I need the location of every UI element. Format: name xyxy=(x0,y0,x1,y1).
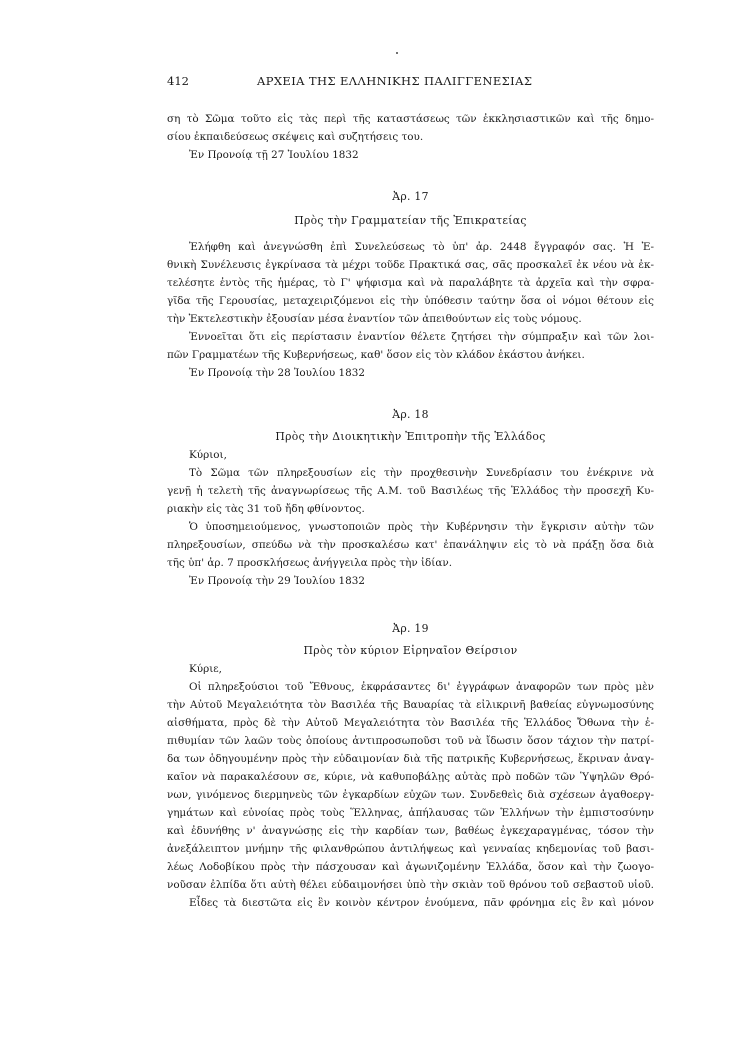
paragraph-line: ριακὴν εἰς τὰς 31 τοῦ ἤδη φθίνοντος. xyxy=(167,503,365,515)
page-mark xyxy=(396,52,398,54)
paragraph-line: Οἱ πληρεξούσιοι τοῦ Ἔθνους, ἐκφράσαντες δι' ἐγγράφων ἀναφορῶν των πρὸς μὲν xyxy=(189,681,654,693)
running-header xyxy=(167,73,652,89)
document-number: Ἀρ. 18 xyxy=(392,408,429,421)
paragraph-line: πῶν Γραμματέων τῆς Κυβερνήσεως, καθ' ὅσον εἰς τὸν κλάδον ἑκάστου ἀνήκει. xyxy=(167,349,585,361)
paragraph-line: καῖον νὰ παρακαλέσουν σε, κύριε, νὰ καθυποβάλῃς αὐτὰς πρὸ ποδῶν τῶν Ὑψηλῶν Θρό- xyxy=(167,771,654,783)
paragraph-line: νων, γινόμενος διερμηνεὺς τῶν ἐγκαρδίων εὐχῶν των. Συνδεθεὶς διὰ σχέσεων ἀγαθοεργ- xyxy=(167,789,654,801)
body-text xyxy=(167,110,654,912)
paragraph-line: γημάτων καὶ εὐνοίας πρὸς τοὺς Ἕλληνας, ἀπήλαυσας τῶν Ἑλλήνων τὴν ἐμπιστοσύνην xyxy=(167,807,654,819)
salutation: Κύριοι, xyxy=(189,449,227,461)
paragraph-line: Ἐλήφθη καὶ ἀνεγνώσθη ἐπὶ Συνελεύσεως τὸ ὑπ' ἀρ. 2448 ἔγγραφόν σας. Ἡ Ἐ- xyxy=(189,241,654,253)
paragraph-line: γῖδα τῆς Γερουσίας, μεταχειριζόμενοι εἰς τὴν ὑπόθεσιν ταύτην ὅσα οἱ νόμοι θέτουν εἰς xyxy=(167,295,654,307)
paragraph-line: πιθυμίαν τῶν λαῶν τοὺς ὁποίους ἀντιπροσωποῦσι τοῦ νὰ ἴδωσιν ὅσον τάχιον τὴν πατρί- xyxy=(167,735,654,747)
salutation: Κύριε, xyxy=(189,663,222,675)
paragraph-line: Τὸ Σῶμα τῶν πληρεξουσίων εἰς τὴν προχθεσινὴν Συνεδρίασιν του ἐνέκρινε νὰ xyxy=(189,467,654,479)
paragraph-line: τὴν Αὐτοῦ Μεγαλειότητα τὸν Βασιλέα τῆς Βαυαρίας τὰ εἰλικρινῆ βαθείας εὐγνωμοσύνης xyxy=(167,699,654,711)
paragraph-line: λέως Λοδοβίκου πρὸς τὴν πάσχουσαν καὶ ἀγωνιζομένην Ἑλλάδα, ὅσον καὶ τὴν ζωογο- xyxy=(167,861,654,873)
date-line: Ἐν Προνοίᾳ τὴν 29 Ἰουλίου 1832 xyxy=(189,575,365,587)
document-title: Πρὸς τὸν κύριον Εἰρηναῖον Θείρσιον xyxy=(303,644,518,657)
paragraph-line: θνικὴ Συνέλευσις ἐγκρίνασα τὰ μέχρι τοῦδε Πρακτικά σας, σᾶς προσκαλεῖ ἐκ νέου νὰ ἐκ- xyxy=(167,259,654,271)
paragraph-line: τῆς ὑπ' ἀρ. 7 προσκλήσεως ἀνήγγειλα πρὸς τὴν ἰδίαν. xyxy=(167,557,452,569)
paragraph-line: Εἶδες τὰ διεστῶτα εἰς ἓν κοινὸν κέντρον ἑνούμενα, πᾶν φρόνημα εἰς ἓν καὶ μόνον xyxy=(189,897,654,909)
paragraph-line: σίου ἐκπαιδεύσεως σκέψεις καὶ συζητήσεις του. xyxy=(167,131,424,143)
page-number: 412 xyxy=(167,74,189,88)
paragraph-line: ση τὸ Σῶμα τοῦτο εἰς τὰς περὶ τῆς καταστάσεως τῶν ἐκκλησιαστικῶν καὶ τῆς δημο- xyxy=(167,113,654,125)
document-title: Πρὸς τὴν Γραμματείαν τῆς Ἐπικρατείας xyxy=(294,214,527,227)
running-title: ΑΡΧΕΙΑ ΤΗΣ ΕΛΛΗΝΙΚΗΣ ΠΑΛΙΓΓΕΝΕΣΙΑΣ xyxy=(257,74,533,88)
document-number: Ἀρ. 17 xyxy=(392,190,429,203)
paragraph-line: Ὁ ὑποσημειούμενος, γνωστοποιῶν πρὸς τὴν Κυβέρνησιν τὴν ἔγκρισιν αὐτὴν τῶν xyxy=(189,521,654,533)
document-number: Ἀρ. 19 xyxy=(392,622,429,635)
paragraph-line: γενῇ ἡ τελετὴ τῆς ἀναγνωρίσεως τῆς Α.Μ. τοῦ Βασιλέως τῆς Ἑλλάδος τὴν προσεχῆ Κυ- xyxy=(167,485,654,497)
paragraph-line: τελέσητε ἐντὸς τῆς ἡμέρας, τὸ Γ' ψήφισμα καὶ νὰ παραλάβητε τὰ ἀρχεῖα καὶ τὴν σφρα- xyxy=(167,277,654,289)
date-line: Ἐν Προνοίᾳ τῇ 27 Ἰουλίου 1832 xyxy=(189,149,359,161)
paragraph-line: νοῦσαν ἐλπίδα ὅτι αὐτὴ θέλει εὐδαιμονήσει ὑπὸ τὴν σκιὰν τοῦ θρόνου τοῦ σεβαστοῦ υἱοῦ. xyxy=(167,879,654,891)
paragraph-line: ἀνεξάλειπτον μνήμην τῆς φιλανθρώπου ἀντιλήψεως καὶ γενναίας κηδεμονίας τοῦ βασι- xyxy=(167,843,654,855)
paragraph-line: δα των ὁδηγουμένην πρὸς τὴν εὐδαιμονίαν διὰ τῆς πατρικῆς Κυβερνήσεως, ἔκριναν ἀναγ- xyxy=(167,753,654,765)
paragraph-line: Ἐννοεῖται ὅτι εἰς περίστασιν ἐναντίον θέλετε ζητήσει τὴν σύμπραξιν καὶ τῶν λοι- xyxy=(189,331,654,343)
paragraph-line: τὴν Ἐκτελεστικὴν ἐξουσίαν μέσα ἐναντίον τῶν ἀπειθούντων εἰς τοὺς νόμους. xyxy=(167,313,582,325)
paragraph-line: πληρεξουσίων, σπεύδω νὰ τὴν προσκαλέσω κατ' ἐπανάληψιν εἰς τὸ νὰ πράξῃ ὅσα διὰ xyxy=(167,539,654,551)
paragraph-line: καὶ ἐδυνήθης ν' ἀναγνώσῃς εἰς τὴν καρδίαν των, βαθέως ἐγκεχαραγμένας, τόσον τὴν xyxy=(167,825,654,837)
date-line: Ἐν Προνοίᾳ τὴν 28 Ἰουλίου 1832 xyxy=(189,367,365,379)
document-title: Πρὸς τὴν Διοικητικὴν Ἐπιτροπὴν τῆς Ἑλλάδος xyxy=(275,430,546,443)
paragraph-line: αἰσθήματα, πρὸς δὲ τὴν Αὐτοῦ Μεγαλειότητα τὸν Βασιλέα τῆς Ἑλλάδος Ὄθωνα τὴν ἐ- xyxy=(167,717,654,729)
